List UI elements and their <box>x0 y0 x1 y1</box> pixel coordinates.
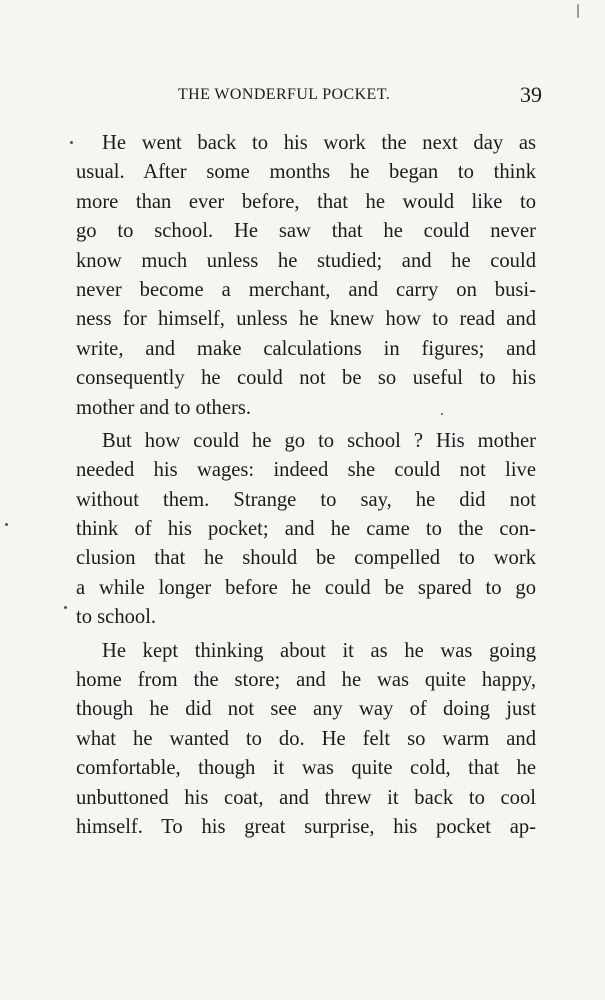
text-line: mother and to others. <box>76 396 252 419</box>
text-line: without them. Strange to say, he did not <box>76 488 536 511</box>
text-line: more than ever before, that he would like to <box>76 190 536 213</box>
page-number: 39 <box>520 82 542 107</box>
text-line: a while longer before he could be spared to go <box>76 576 536 599</box>
text-line: to school. <box>76 606 157 629</box>
text-line: think of his pocket; and he came to the con- <box>76 518 536 541</box>
text-line: write, and make calculations in figures; and <box>76 337 536 360</box>
text-line: consequently he could not be so useful to his <box>76 367 536 390</box>
text-line: unbuttoned his coat, and threw it back to cool <box>76 786 536 809</box>
text-line: He went back to his work the next day as <box>102 132 536 154</box>
text-line: home from the store; and he was quite happy, <box>76 669 536 692</box>
text-line: clusion that he should be compelled to work <box>76 547 536 570</box>
text-line: usual. After some months he began to think <box>76 161 536 184</box>
print-speck <box>441 413 443 415</box>
text-line: comfortable, though it was quite cold, that he <box>76 757 536 780</box>
running-title: THE WONDERFUL POCKET. <box>178 86 391 103</box>
paragraph-3 <box>76 637 536 843</box>
text-line: go to school. He saw that he could never <box>76 220 536 243</box>
text-line: what he wanted to do. He felt so warm and <box>76 727 536 750</box>
text-line: But how could he go to school ? His mother <box>102 429 536 452</box>
body-text <box>76 129 536 842</box>
text-line: ness for himself, unless he knew how to read and <box>76 308 536 331</box>
page-header <box>70 82 542 112</box>
paragraph-2 <box>76 427 536 633</box>
text-line: though he did not see any way of doing just <box>76 698 536 721</box>
print-speck <box>577 4 579 18</box>
print-speck <box>5 523 8 526</box>
print-speck <box>64 606 67 609</box>
print-speck <box>70 141 73 144</box>
text-line: He kept thinking about it as he was going <box>102 639 536 662</box>
paragraph-1 <box>76 129 536 423</box>
text-line: know much unless he studied; and he could <box>76 249 536 272</box>
text-line: never become a merchant, and carry on busi- <box>76 278 536 301</box>
text-line: himself. To his great surprise, his pocket ap- <box>76 815 536 838</box>
text-line: needed his wages: indeed she could not live <box>76 459 536 482</box>
